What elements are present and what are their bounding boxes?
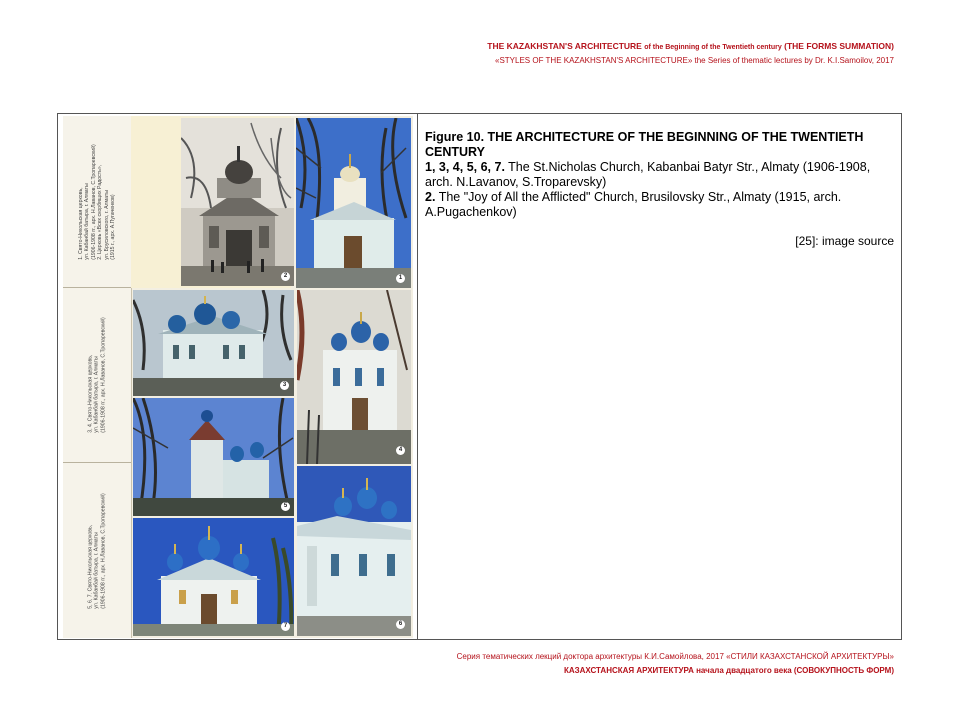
item2-numbers: 2. xyxy=(425,190,436,204)
header-subtitle: «STYLES OF THE KAZAKHSTAN'S ARCHITECTURE» the Series of thematic lectures by Dr. K.I.Samoilov, 2017 xyxy=(495,56,894,65)
photo-church-5 xyxy=(133,398,294,516)
photo-number-7: 7 xyxy=(281,622,290,631)
photo-number-1: 1 xyxy=(396,274,405,283)
footer-title: КАЗАХСТАНСКАЯ АРХИТЕКТУРА начала двадцатого века (СОВОКУПНОСТЬ ФОРМ) xyxy=(563,666,894,675)
header-title-main: THE KAZAKHSTAN'S ARCHITECTURE xyxy=(487,41,642,51)
plate-label-3: 5, 6, 7. Свято-Никольская церковь, ул. Кабанбай батыра, г. Алматы (1906-1908 гг., арх. Н.Лаванов, С.Тропаревский) xyxy=(87,492,107,609)
photo-church-bw xyxy=(181,118,294,286)
item1-numbers: 1, 3, 4, 5, 6, 7. xyxy=(425,160,505,174)
header-title-sub: of the Beginning of the Twentieth century xyxy=(644,44,782,51)
photo-number-5: 5 xyxy=(281,502,290,511)
header-title xyxy=(487,41,894,51)
label-column xyxy=(63,116,132,638)
plate-label-1: 1. Свято-Никольская церковь, ул. Кабанбай батыра, г. Алматы (1906-1908 гг., арх. Н.Лаванов, С.Тропаревский) 2. Церковь «Всех скорбящих Радость», ул. Брусиловского, г. Алматы (1915 г., арх. А.Пугаченков) xyxy=(77,143,116,260)
photo-church-6 xyxy=(297,466,411,636)
scanned-plate xyxy=(63,116,413,638)
figure-title: Figure 10. THE ARCHITECTURE OF THE BEGINNING OF THE TWENTIETH CENTURY xyxy=(425,130,864,159)
photo-church-4 xyxy=(297,290,411,464)
photo-number-6: 6 xyxy=(396,620,405,629)
label-cell xyxy=(63,288,131,463)
image-source: [25]: image source xyxy=(795,234,894,248)
header-title-end: (THE FORMS SUMMATION) xyxy=(784,41,894,51)
photo-number-4: 4 xyxy=(396,446,405,455)
frame-divider xyxy=(417,113,418,640)
item2-text: The "Joy of All the Afflicted" Church, Brusilovsky Str., Almaty (1915, arch. A.Pugachenkov) xyxy=(425,190,842,219)
label-cell xyxy=(63,463,131,638)
photo-church-3 xyxy=(133,290,294,396)
photo-church-1 xyxy=(296,118,411,288)
figure-caption xyxy=(425,130,895,220)
photo-number-3: 3 xyxy=(280,381,289,390)
item1-text: The St.Nicholas Church, Kabanbai Batyr Str., Almaty (1906-1908, arch. N.Lavanov, S.Troparevsky) xyxy=(425,160,871,189)
photo-number-2: 2 xyxy=(281,272,290,281)
footer-series: Серия тематических лекций доктора архитектуры К.И.Самойлова, 2017 «СТИЛИ КАЗАХСТАНСКОЙ АРХИТЕКТУРЫ» xyxy=(456,652,894,661)
plate-label-2: 3, 4. Свято-Никольская церковь, ул. Кабанбай батыра, г. Алматы (1906-1908 гг., арх. Н.Лаванов, С.Тропаревский) xyxy=(87,317,107,433)
photo-church-7 xyxy=(133,518,294,636)
label-cell xyxy=(63,116,131,288)
